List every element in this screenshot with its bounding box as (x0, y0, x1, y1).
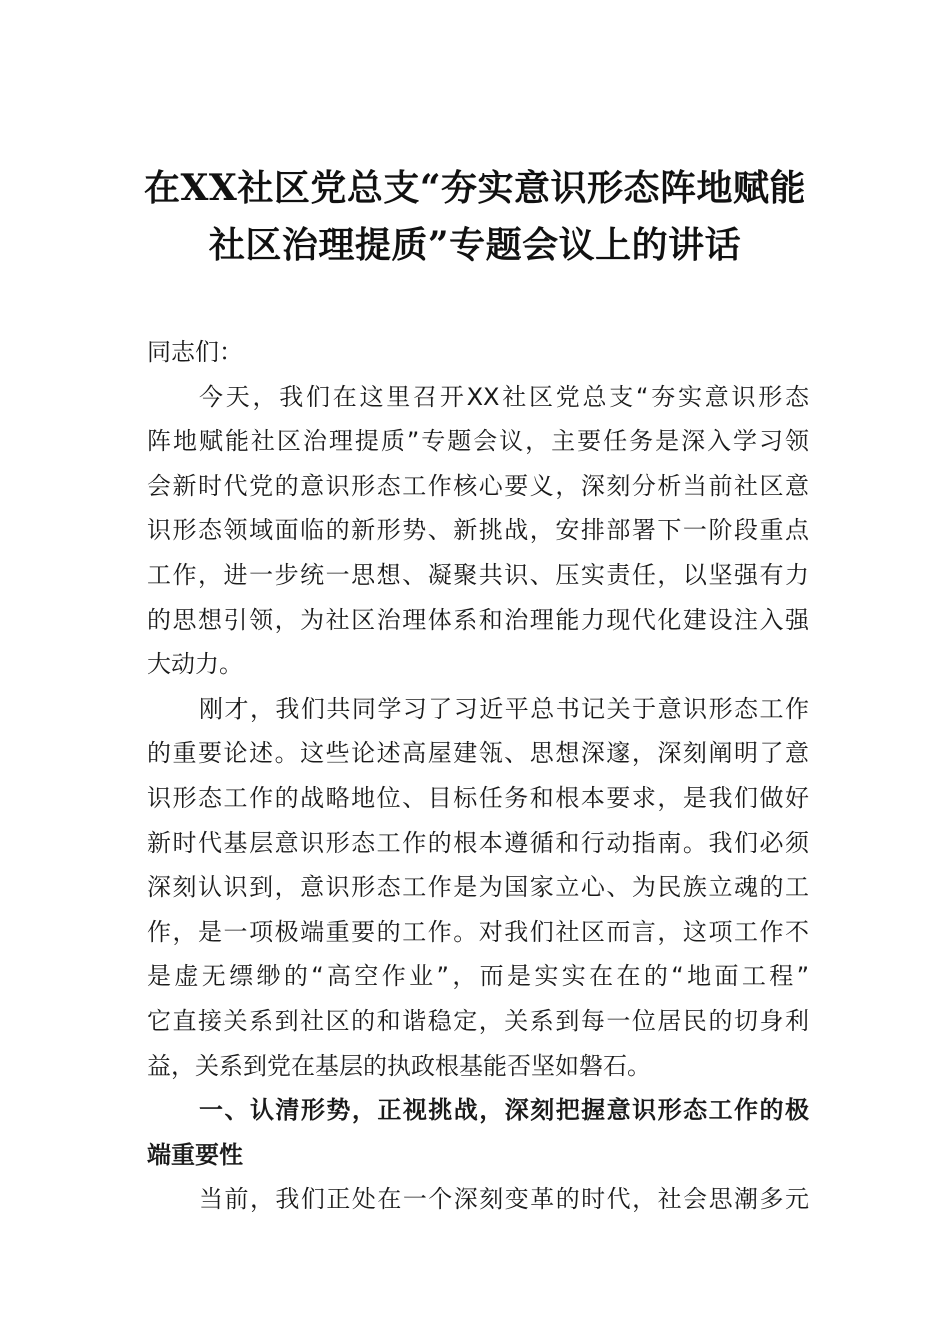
paragraph-line: 会新时代党的意识形态工作核心要义，深刻分析当前社区意 (147, 471, 809, 500)
title-line-2: 社区治理提质”专题会议上的讲话 (208, 224, 742, 266)
paragraph-line: 识形态工作的战略地位、目标任务和根本要求，是我们做好 (147, 783, 809, 812)
paragraph-line: 阵地赋能社区治理提质”专题会议，主要任务是深入学习领 (147, 427, 809, 456)
document-title (140, 160, 810, 274)
paragraph-line: 今天，我们在这里召开XX社区党总支“夯实意识形态 (199, 382, 809, 411)
heading-line: 一、认清形势，正视挑战，深刻把握意识形态工作的极 (199, 1096, 809, 1125)
paragraph-line: 它直接关系到社区的和谐稳定，关系到每一位居民的切身利 (147, 1006, 809, 1035)
paragraph-line: 刚才，我们共同学习了习近平总书记关于意识形态工作 (199, 694, 809, 723)
paragraph-1 (147, 375, 809, 687)
salutation: 同志们： (147, 338, 243, 366)
paragraph-line: 新时代基层意识形态工作的根本遵循和行动指南。我们必须 (147, 828, 809, 857)
paragraph-2 (147, 687, 809, 1088)
paragraph-line: 益，关系到党在基层的执政根基能否坚如磐石。 (147, 1051, 651, 1080)
paragraph-line: 大动力。 (147, 650, 243, 679)
heading-line: 端重要性 (147, 1140, 243, 1169)
paragraph-line: 的重要论述。这些论述高屋建瓴、思想深邃，深刻阐明了意 (147, 739, 809, 768)
paragraph-line: 当前，我们正处在一个深刻变革的时代，社会思潮多元 (199, 1185, 809, 1214)
section-heading-1 (147, 1088, 809, 1177)
paragraph-3 (147, 1177, 809, 1222)
document-body (147, 330, 809, 1222)
paragraph-line: 作，是一项极端重要的工作。对我们社区而言，这项工作不 (147, 917, 809, 946)
paragraph-line: 识形态领域面临的新形势、新挑战，安排部署下一阶段重点 (147, 516, 809, 545)
title-line-1: 在XX社区党总支“夯实意识形态阵地赋能 (143, 167, 807, 209)
paragraph-line: 的思想引领，为社区治理体系和治理能力现代化建设注入强 (147, 605, 809, 634)
paragraph-line: 是虚无缥缈的“高空作业”，而是实实在在的“地面工程” (147, 962, 809, 991)
paragraph-line: 工作，进一步统一思想、凝聚共识、压实责任，以坚强有力 (147, 560, 809, 589)
paragraph-line: 深刻认识到，意识形态工作是为国家立心、为民族立魂的工 (147, 873, 809, 902)
